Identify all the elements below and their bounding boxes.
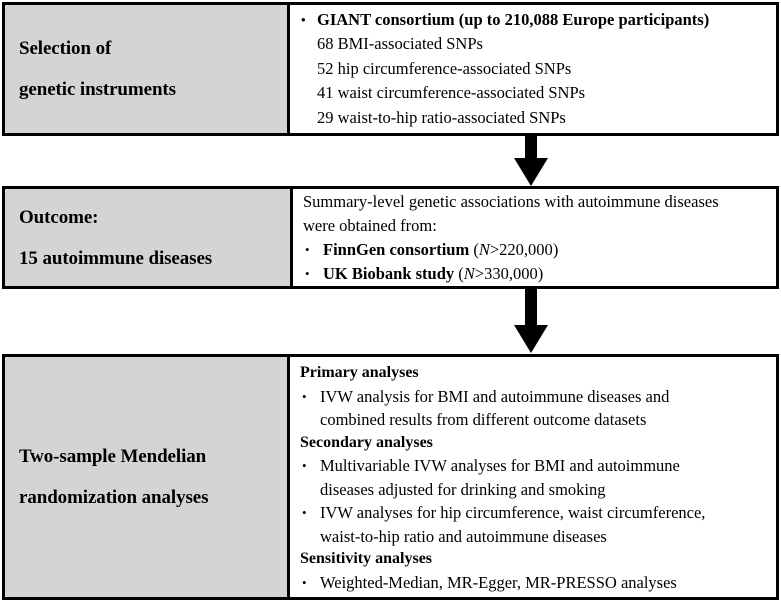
box-label-panel-analyses — [5, 357, 290, 597]
arrow-down-icon — [514, 136, 548, 186]
box-label-line: Outcome: — [19, 206, 99, 228]
arrow-shaft — [525, 136, 537, 160]
arrow-head — [514, 325, 548, 353]
box-content-panel-analyses — [290, 357, 776, 597]
list-item-text: Weighted-Median, MR-Egger, MR-PRESSO analyses — [320, 572, 677, 592]
list-item: • FinnGen consortium (N>220,000) — [303, 238, 768, 262]
sample-size-value: >330,000 — [474, 263, 538, 283]
box-label-line: randomization analyses — [19, 487, 209, 508]
list-item — [300, 57, 768, 82]
section-heading: Sensitivity analyses — [300, 550, 433, 567]
list-item-text: 29 waist-to-hip ratio-associated SNPs — [317, 107, 566, 127]
bullet-icon: • — [305, 265, 310, 281]
list-item-text: IVW analyses for hip circumference, waist circumference, — [320, 503, 706, 522]
box-label-line: Selection of — [19, 38, 112, 59]
sample-size-value: >220,000 — [489, 239, 553, 259]
list-item — [300, 8, 768, 33]
list-item — [300, 571, 768, 595]
list-item-text: 68 BMI-associated SNPs — [317, 34, 483, 54]
list-item — [300, 501, 768, 548]
box-selection-of-genetic-instruments — [2, 2, 779, 136]
list-item — [300, 385, 768, 432]
list-item-text: GIANT consortium (up to 210,088 Europe participants) — [317, 9, 710, 29]
arrow-down-icon — [514, 289, 548, 354]
list-item-text: 52 hip circumference-associated SNPs — [317, 58, 572, 78]
list-item — [300, 454, 768, 501]
section-heading: Secondary analyses — [300, 433, 433, 451]
bullet-icon: • — [302, 458, 307, 473]
list-item-text: Multivariable IVW analyses for BMI and autoimmune — [320, 456, 680, 475]
box-content-panel-instruments — [290, 5, 776, 133]
list-item-text-continued: combined results from different outcome datasets — [320, 410, 647, 429]
list-item-text-continued: waist-to-hip ratio and autoimmune diseases — [320, 526, 607, 546]
list-item-text: 41 waist circumference-associated SNPs — [317, 83, 586, 103]
box-content-panel-outcome — [293, 189, 776, 286]
list-item — [300, 81, 768, 106]
box-two-sample-mendelian-randomization-analyses — [2, 354, 779, 600]
source-name: UK Biobank study — [323, 263, 455, 283]
box-outcome — [2, 186, 779, 289]
bullet-icon: • — [302, 388, 307, 404]
sample-size-symbol: N — [478, 239, 490, 259]
arrow-shaft — [525, 289, 537, 327]
list-item-text-continued: diseases adjusted for drinking and smoking — [320, 479, 606, 499]
list-item: • UK Biobank study (N>330,000) — [303, 262, 768, 286]
box-label-panel-outcome — [5, 189, 293, 286]
list-item — [300, 106, 768, 131]
paragraph-line: Summary-level genetic associations with autoimmune diseases — [303, 191, 719, 211]
source-name: FinnGen consortium — [323, 239, 470, 259]
sample-size-symbol: N — [463, 263, 475, 283]
bullet-icon: • — [302, 505, 307, 520]
arrow-head — [514, 158, 548, 186]
list-item — [300, 32, 768, 57]
bullet-icon: • — [302, 574, 307, 590]
list-item-text: IVW analysis for BMI and autoimmune diseases and — [320, 386, 670, 406]
section-heading: Primary analyses — [300, 364, 419, 381]
paragraph-line: were obtained from: — [303, 215, 437, 235]
box-label-line: Two-sample Mendelian — [19, 446, 207, 467]
bullet-icon: • — [301, 11, 306, 27]
bullet-icon: • — [305, 241, 310, 257]
box-label-panel-instruments — [5, 5, 290, 133]
box-label-line: genetic instruments — [19, 79, 176, 100]
box-label-line: 15 autoimmune diseases — [19, 247, 213, 269]
